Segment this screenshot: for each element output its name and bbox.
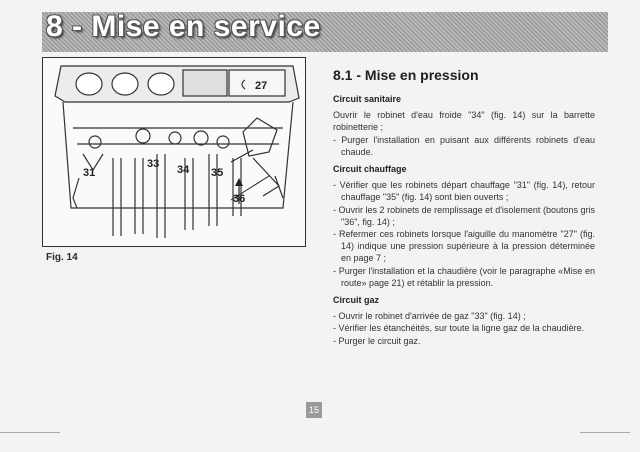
footer-rule <box>580 432 630 433</box>
page-number: 15 <box>306 402 322 418</box>
bullet-item: - Vérifier que les robinets départ chauffage "31" (fig. 14), retour chauffage "35" (fig. 14) sont bien ouverts ; <box>333 180 595 203</box>
figure-14 <box>42 57 306 247</box>
figure-caption: Fig. 14 <box>46 252 78 263</box>
block-circuit-sanitaire <box>333 93 595 158</box>
label-36: 36 <box>233 193 246 205</box>
bullet-item: - Refermer ces robinets lorsque l'aiguille du manomètre "27" (fig. 14) indique une pression supérieure à la pression déterminée en page 7 ; <box>333 229 595 264</box>
bullet-item: - Ouvrir le robinet d'arrivée de gaz "33" (fig. 14) ; <box>333 311 526 322</box>
subheading: Circuit chauffage <box>333 164 407 175</box>
bullet-item: - Purger le circuit gaz. <box>333 335 421 346</box>
page-title: 8 - Mise en service <box>46 10 321 43</box>
section-title: 8.1 - Mise en pression <box>333 67 479 83</box>
bullet-item: - Ouvrir les 2 robinets de remplissage et d'isolement (boutons gris "36", fig. 14) ; <box>333 204 595 227</box>
label-33: 33 <box>147 158 160 170</box>
boiler-diagram <box>43 58 305 246</box>
paragraph: - Purger l'installation en puisant aux différents robinets d'eau chaude. <box>333 134 595 157</box>
label-34: 34 <box>177 164 190 176</box>
label-31: 31 <box>83 167 96 179</box>
bullet-item: - Purger l'installation et la chaudière (voir le paragraphe «Mise en route» page 21) et rétablir la pression. <box>333 265 595 288</box>
section-body <box>333 93 595 352</box>
footer-rule <box>0 432 60 433</box>
bullet-item: - Vérifier les étanchéités, sur toute la ligne gaz de la chaudière. <box>333 323 585 334</box>
label-35: 35 <box>211 167 224 179</box>
label-27: 27 <box>255 80 268 92</box>
block-circuit-chauffage <box>333 163 595 289</box>
block-circuit-gaz <box>333 294 595 347</box>
subheading: Circuit sanitaire <box>333 94 402 104</box>
subheading: Circuit gaz <box>333 295 380 306</box>
paragraph: Ouvrir le robinet d'eau froide "34" (fig. 14) sur la barrette robinetterie ; <box>333 110 595 133</box>
